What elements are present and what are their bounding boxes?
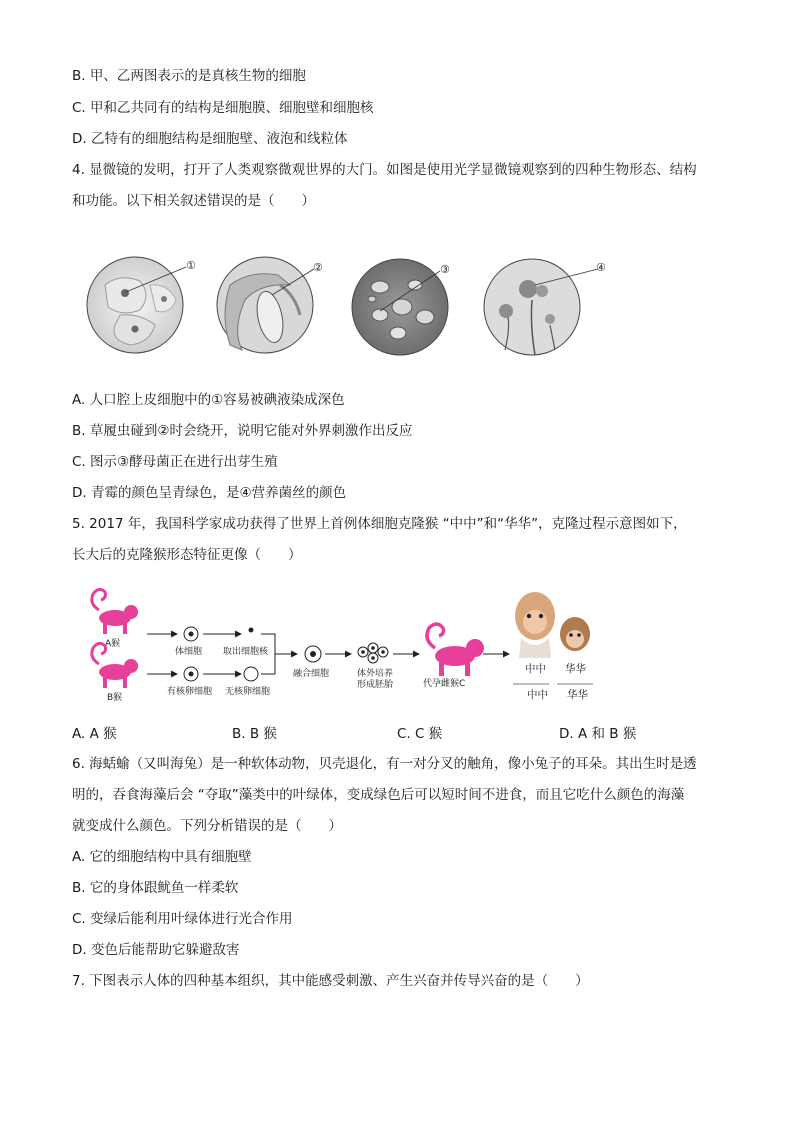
q5-option-d: D. A 和 B 猴	[559, 726, 637, 742]
q6-stem-line2: 明的，吞食海藻后会 “夺取”藻类中的叶绿体，变成绿色后可以短时间不进食，而且它吃什么颜色的海藻	[72, 787, 685, 803]
q5-option-c: C. C 猴	[397, 726, 443, 742]
q6-option-c: C. 变绿后能利用叶绿体进行光合作用	[72, 911, 293, 927]
q5-options-row	[72, 722, 732, 742]
q4-option-d: D. 青霉的颜色呈青绿色，是④营养菌丝的颜色	[72, 485, 347, 501]
q4-microscope-figure	[80, 255, 620, 365]
monkey-a-icon	[92, 589, 138, 634]
q6-option-d: D. 变色后能帮助它躲避敌害	[72, 942, 240, 958]
extract-nucleus-label: 取出细胞核	[223, 647, 269, 657]
q4-option-c: C. 图示③酵母菌正在进行出芽生殖	[72, 454, 278, 470]
q6-stem-line1: 6. 海蛞蝓（又叫海兔）是一种软体动物，贝壳退化，有一对分叉的触角，像小兔子的耳朵。其出生时是透	[72, 756, 697, 772]
cheek-cell-micrograph	[87, 257, 186, 353]
q7-stem: 7. 下图表示人体的四种基本组织，其中能感受刺激、产生兴奋并传导兴奋的是（ ）	[72, 973, 589, 989]
paramecium-micrograph	[217, 257, 314, 353]
monkey-b-label: B猴	[107, 693, 123, 703]
q4-option-b: B. 草履虫碰到②时会绕开，说明它能对外界刺激作出反应	[72, 423, 413, 439]
zhongzhong-label: 中中	[525, 663, 546, 675]
marker-1: ①	[186, 259, 196, 272]
q6-option-b: B. 它的身体跟鱿鱼一样柔软	[72, 880, 239, 896]
egg-without-nucleus-label: 无核卵细胞	[225, 687, 271, 697]
q5-option-b: B. B 猴	[232, 726, 277, 742]
q5-option-a: A. A 猴	[72, 726, 117, 742]
marker-2: ②	[313, 261, 323, 274]
zhongzhong-caption: 中中	[527, 689, 548, 701]
monkey-b-icon	[92, 643, 138, 688]
marker-4: ④	[596, 261, 606, 274]
q6-option-a: A. 它的细胞结构中具有细胞壁	[72, 849, 252, 865]
fused-cell-label: 融合细胞	[293, 669, 330, 679]
q4-stem-line2: 和功能。以下相关叙述错误的是（ ）	[72, 193, 315, 209]
q4-stem-line1: 4. 显微镜的发明，打开了人类观察微观世界的大门。如图是使用光学显微镜观察到的四种生物形态、结构	[72, 162, 697, 178]
q4-option-a: A. 人口腔上皮细胞中的①容易被碘液染成深色	[72, 392, 345, 408]
body-cell-label: 体细胞	[175, 647, 203, 657]
q5-stem-line2: 长大后的克隆猴形态特征更像（ ）	[72, 547, 302, 563]
marker-3: ③	[440, 263, 450, 276]
egg-with-nucleus-label: 有核卵细胞	[167, 687, 213, 697]
q3-option-d: D. 乙特有的细胞结构是细胞壁、液泡和线粒体	[72, 131, 348, 147]
penicillium-micrograph	[484, 259, 598, 355]
egg-without-nucleus-icon	[244, 667, 258, 681]
huahua-label: 华华	[565, 663, 586, 675]
cloned-monkeys-photo	[515, 592, 590, 658]
monkey-a-label: A猴	[105, 639, 121, 649]
q5-cloning-diagram	[85, 582, 625, 710]
yeast-micrograph	[352, 259, 448, 355]
huahua-caption: 华华	[567, 689, 588, 701]
culture-label-line1: 体外培养	[357, 669, 394, 679]
monkey-c-icon	[427, 624, 484, 676]
q3-option-b: B. 甲、乙两图表示的是真核生物的细胞	[72, 68, 306, 84]
surrogate-label: 代孕雌猴C	[423, 679, 466, 689]
q3-option-c: C. 甲和乙共同有的结构是细胞膜、细胞壁和细胞核	[72, 100, 374, 116]
culture-label-line2: 形成胚胎	[357, 680, 394, 690]
q5-stem-line1: 5. 2017 年，我国科学家成功获得了世界上首例体细胞克隆猴 “中中”和“华华”，克隆过程示意图如下，	[72, 516, 687, 532]
q6-stem-line3: 就变成什么颜色。下列分析错误的是（ ）	[72, 818, 342, 834]
nucleus-icon	[249, 628, 254, 633]
